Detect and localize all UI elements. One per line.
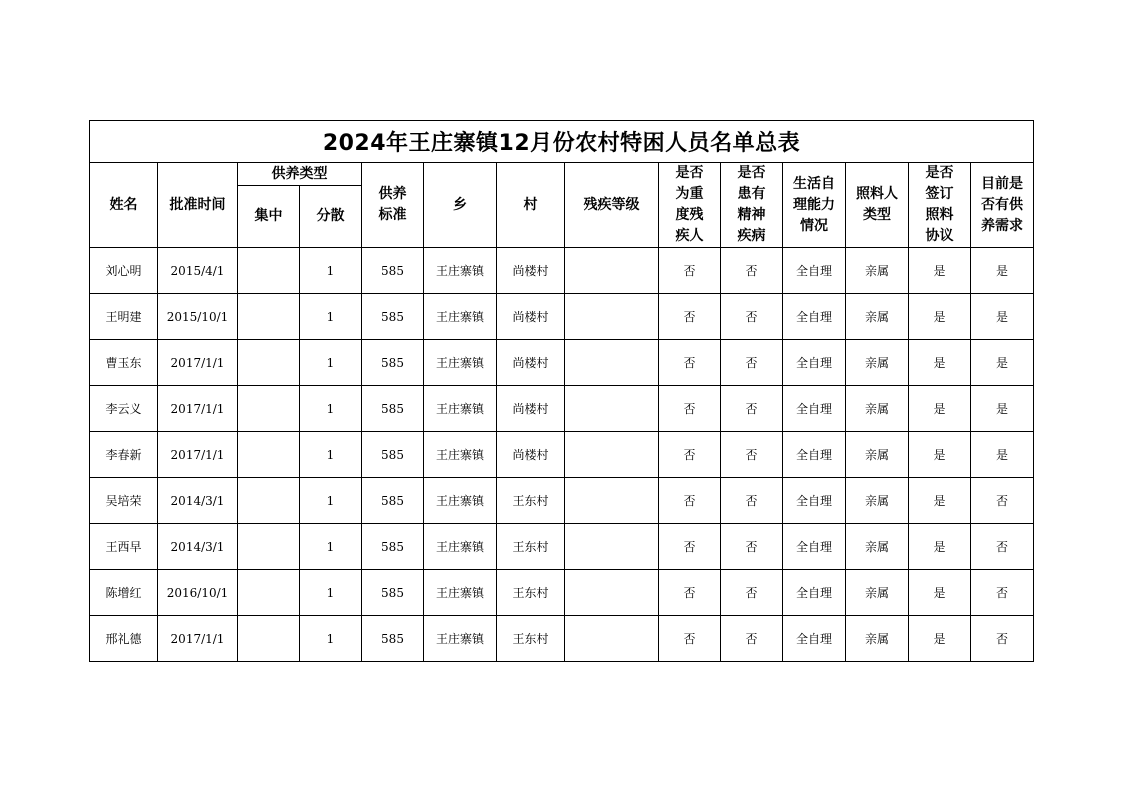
- cell-name: 李云义: [90, 386, 158, 432]
- cell-name: 王明建: [90, 294, 158, 340]
- cell-mental-illness: 否: [721, 386, 783, 432]
- cell-severe-disability: 否: [659, 248, 721, 294]
- cell-village: 尚楼村: [497, 432, 565, 478]
- cell-support-need: 否: [971, 570, 1034, 616]
- header-township: 乡: [424, 163, 497, 248]
- cell-village: 尚楼村: [497, 294, 565, 340]
- cell-care-agreement: 是: [909, 248, 971, 294]
- header-severe-disability: 是否 为重 度残 疾人: [659, 163, 721, 248]
- cell-approval-date: 2017/1/1: [158, 616, 238, 662]
- cell-approval-date: 2017/1/1: [158, 432, 238, 478]
- cell-support-standard: 585: [362, 386, 424, 432]
- cell-care-agreement: 是: [909, 386, 971, 432]
- cell-self-care: 全自理: [783, 524, 846, 570]
- cell-self-care: 全自理: [783, 616, 846, 662]
- header-disability-level: 残疾等级: [565, 163, 659, 248]
- cell-self-care: 全自理: [783, 248, 846, 294]
- table-row: [90, 294, 1034, 340]
- cell-mental-illness: 否: [721, 524, 783, 570]
- header-support-need: 目前是 否有供 养需求: [971, 163, 1034, 248]
- cell-severe-disability: 否: [659, 570, 721, 616]
- table-row: [90, 570, 1034, 616]
- cell-care-agreement: 是: [909, 616, 971, 662]
- cell-support-standard: 585: [362, 616, 424, 662]
- cell-name: 邢礼德: [90, 616, 158, 662]
- header-care-agreement: 是否 签订 照料 协议: [909, 163, 971, 248]
- cell-centralized: [238, 478, 300, 524]
- cell-severe-disability: 否: [659, 524, 721, 570]
- cell-village: 王东村: [497, 524, 565, 570]
- cell-caregiver-type: 亲属: [846, 432, 909, 478]
- cell-approval-date: 2017/1/1: [158, 386, 238, 432]
- cell-township: 王庄寨镇: [424, 248, 497, 294]
- cell-name: 吴培荣: [90, 478, 158, 524]
- cell-caregiver-type: 亲属: [846, 570, 909, 616]
- header-support-standard: 供养 标准: [362, 163, 424, 248]
- cell-support-need: 是: [971, 248, 1034, 294]
- cell-support-standard: 585: [362, 340, 424, 386]
- cell-self-care: 全自理: [783, 340, 846, 386]
- cell-name: 王西早: [90, 524, 158, 570]
- cell-disability-level: [565, 294, 659, 340]
- header-dispersed: 分散: [300, 186, 362, 248]
- cell-disability-level: [565, 340, 659, 386]
- cell-disability-level: [565, 386, 659, 432]
- cell-township: 王庄寨镇: [424, 478, 497, 524]
- cell-care-agreement: 是: [909, 294, 971, 340]
- cell-mental-illness: 否: [721, 340, 783, 386]
- cell-approval-date: 2015/4/1: [158, 248, 238, 294]
- cell-dispersed: 1: [300, 478, 362, 524]
- table-title: 2024年王庄寨镇12月份农村特困人员名单总表: [90, 121, 1034, 163]
- table-body: [90, 248, 1034, 662]
- cell-mental-illness: 否: [721, 616, 783, 662]
- header-support-type: 供养类型: [238, 163, 362, 186]
- cell-support-need: 否: [971, 478, 1034, 524]
- cell-dispersed: 1: [300, 570, 362, 616]
- table-row: [90, 478, 1034, 524]
- cell-approval-date: 2017/1/1: [158, 340, 238, 386]
- cell-disability-level: [565, 248, 659, 294]
- cell-township: 王庄寨镇: [424, 386, 497, 432]
- cell-dispersed: 1: [300, 524, 362, 570]
- cell-care-agreement: 是: [909, 478, 971, 524]
- cell-dispersed: 1: [300, 386, 362, 432]
- cell-centralized: [238, 248, 300, 294]
- cell-severe-disability: 否: [659, 616, 721, 662]
- cell-dispersed: 1: [300, 616, 362, 662]
- cell-support-need: 否: [971, 616, 1034, 662]
- cell-village: 尚楼村: [497, 248, 565, 294]
- cell-care-agreement: 是: [909, 340, 971, 386]
- cell-severe-disability: 否: [659, 386, 721, 432]
- cell-mental-illness: 否: [721, 294, 783, 340]
- cell-township: 王庄寨镇: [424, 616, 497, 662]
- cell-name: 刘心明: [90, 248, 158, 294]
- cell-caregiver-type: 亲属: [846, 616, 909, 662]
- cell-township: 王庄寨镇: [424, 340, 497, 386]
- cell-township: 王庄寨镇: [424, 570, 497, 616]
- table-row: [90, 524, 1034, 570]
- cell-care-agreement: 是: [909, 432, 971, 478]
- cell-support-need: 是: [971, 340, 1034, 386]
- cell-approval-date: 2016/10/1: [158, 570, 238, 616]
- cell-centralized: [238, 294, 300, 340]
- cell-self-care: 全自理: [783, 294, 846, 340]
- personnel-table: [89, 120, 1034, 662]
- cell-dispersed: 1: [300, 294, 362, 340]
- cell-care-agreement: 是: [909, 570, 971, 616]
- cell-name: 陈增红: [90, 570, 158, 616]
- cell-centralized: [238, 432, 300, 478]
- header-approval-date: 批准时间: [158, 163, 238, 248]
- cell-centralized: [238, 386, 300, 432]
- cell-support-standard: 585: [362, 294, 424, 340]
- header-name: 姓名: [90, 163, 158, 248]
- cell-support-standard: 585: [362, 478, 424, 524]
- cell-dispersed: 1: [300, 432, 362, 478]
- cell-caregiver-type: 亲属: [846, 340, 909, 386]
- cell-centralized: [238, 340, 300, 386]
- cell-support-standard: 585: [362, 570, 424, 616]
- cell-disability-level: [565, 478, 659, 524]
- header-mental-illness: 是否 患有 精神 疾病: [721, 163, 783, 248]
- cell-approval-date: 2014/3/1: [158, 524, 238, 570]
- cell-severe-disability: 否: [659, 432, 721, 478]
- cell-support-standard: 585: [362, 248, 424, 294]
- cell-name: 曹玉东: [90, 340, 158, 386]
- cell-caregiver-type: 亲属: [846, 248, 909, 294]
- cell-village: 尚楼村: [497, 386, 565, 432]
- cell-name: 李春新: [90, 432, 158, 478]
- cell-caregiver-type: 亲属: [846, 386, 909, 432]
- cell-dispersed: 1: [300, 340, 362, 386]
- table-row: [90, 340, 1034, 386]
- cell-approval-date: 2014/3/1: [158, 478, 238, 524]
- cell-township: 王庄寨镇: [424, 432, 497, 478]
- cell-support-standard: 585: [362, 432, 424, 478]
- cell-caregiver-type: 亲属: [846, 294, 909, 340]
- cell-mental-illness: 否: [721, 570, 783, 616]
- header-village: 村: [497, 163, 565, 248]
- cell-centralized: [238, 616, 300, 662]
- cell-severe-disability: 否: [659, 294, 721, 340]
- cell-township: 王庄寨镇: [424, 294, 497, 340]
- table-row: [90, 616, 1034, 662]
- cell-caregiver-type: 亲属: [846, 478, 909, 524]
- cell-self-care: 全自理: [783, 570, 846, 616]
- header-self-care: 生活自 理能力 情况: [783, 163, 846, 248]
- cell-self-care: 全自理: [783, 478, 846, 524]
- cell-dispersed: 1: [300, 248, 362, 294]
- cell-township: 王庄寨镇: [424, 524, 497, 570]
- cell-caregiver-type: 亲属: [846, 524, 909, 570]
- cell-self-care: 全自理: [783, 386, 846, 432]
- cell-support-need: 否: [971, 524, 1034, 570]
- table-row: [90, 386, 1034, 432]
- cell-disability-level: [565, 524, 659, 570]
- cell-centralized: [238, 570, 300, 616]
- table-row: [90, 432, 1034, 478]
- cell-village: 王东村: [497, 478, 565, 524]
- cell-support-standard: 585: [362, 524, 424, 570]
- cell-centralized: [238, 524, 300, 570]
- cell-mental-illness: 否: [721, 248, 783, 294]
- table-row: [90, 248, 1034, 294]
- cell-support-need: 是: [971, 386, 1034, 432]
- cell-village: 尚楼村: [497, 340, 565, 386]
- cell-disability-level: [565, 616, 659, 662]
- cell-care-agreement: 是: [909, 524, 971, 570]
- cell-severe-disability: 否: [659, 340, 721, 386]
- cell-severe-disability: 否: [659, 478, 721, 524]
- cell-self-care: 全自理: [783, 432, 846, 478]
- header-centralized: 集中: [238, 186, 300, 248]
- cell-mental-illness: 否: [721, 478, 783, 524]
- cell-village: 王东村: [497, 616, 565, 662]
- cell-support-need: 是: [971, 432, 1034, 478]
- cell-mental-illness: 否: [721, 432, 783, 478]
- cell-village: 王东村: [497, 570, 565, 616]
- cell-disability-level: [565, 570, 659, 616]
- header-caregiver-type: 照料人 类型: [846, 163, 909, 248]
- cell-support-need: 是: [971, 294, 1034, 340]
- cell-approval-date: 2015/10/1: [158, 294, 238, 340]
- cell-disability-level: [565, 432, 659, 478]
